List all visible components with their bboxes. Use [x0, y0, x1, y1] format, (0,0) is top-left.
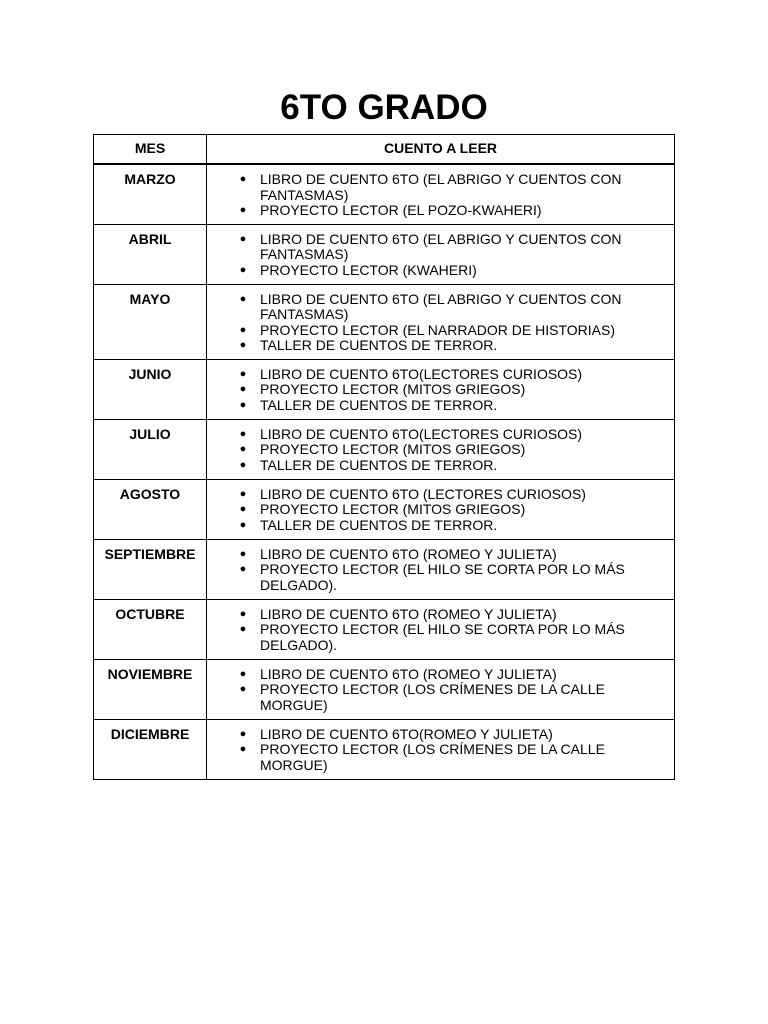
table-row [94, 479, 675, 539]
reading-list-item [207, 232, 668, 263]
table-row [94, 659, 675, 719]
bullet-icon: ● [239, 503, 247, 515]
reading-list-item [207, 203, 668, 219]
header-row [94, 135, 675, 165]
readings-cell [207, 359, 675, 419]
bullet-icon: ● [239, 383, 247, 395]
readings-cell [207, 599, 675, 659]
month-cell: AGOSTO [94, 479, 207, 539]
reading-text: PROYECTO LECTOR (MITOS GRIEGOS) [260, 441, 526, 457]
bullet-icon: ● [239, 563, 247, 575]
table-row [94, 164, 675, 224]
reading-list-item [207, 263, 668, 279]
bullet-icon: ● [239, 487, 247, 500]
bullet-icon: ● [239, 204, 247, 216]
reading-text: TALLER DE CUENTOS DE TERROR. [260, 456, 498, 473]
reading-list-item [207, 292, 668, 323]
reading-list [207, 667, 668, 714]
reading-list [207, 727, 668, 774]
reading-list-item [207, 427, 668, 443]
readings-cell [207, 539, 675, 599]
bullet-icon: ● [239, 743, 247, 755]
month-cell: DICIEMBRE [94, 719, 207, 779]
reading-list-item [207, 727, 668, 743]
month-cell: MAYO [94, 284, 207, 359]
reading-list [207, 427, 668, 474]
header-month: MES [94, 135, 207, 165]
bullet-icon: ● [239, 667, 247, 680]
reading-list [207, 487, 668, 534]
reading-text: TALLER DE CUENTOS DE TERROR. [260, 396, 498, 413]
reading-text: PROYECTO LECTOR (EL POZO-KWAHERI) [260, 202, 542, 218]
reading-text: PROYECTO LECTOR (EL NARRADOR DE HISTORIAS) [260, 321, 615, 338]
bullet-icon: ● [239, 443, 247, 455]
reading-list-item [207, 398, 668, 414]
month-cell: JULIO [94, 419, 207, 479]
bullet-icon: ● [239, 458, 247, 471]
table-row [94, 359, 675, 419]
readings-cell [207, 164, 675, 224]
readings-cell [207, 719, 675, 779]
reading-text: LIBRO DE CUENTO 6TO (EL ABRIGO Y CUENTOS CON FANTASMAS) [260, 171, 622, 203]
readings-cell [207, 224, 675, 284]
bullet-icon: ● [239, 683, 247, 695]
reading-list-item [207, 607, 668, 623]
table-header [94, 135, 675, 165]
reading-list-item [207, 442, 668, 458]
reading-list-item [207, 547, 668, 563]
table-row [94, 419, 675, 479]
bullet-icon: ● [239, 173, 247, 185]
reading-text: PROYECTO LECTOR (MITOS GRIEGOS) [260, 501, 526, 517]
reading-text: LIBRO DE CUENTO 6TO (ROMEO Y JULIETA) [260, 545, 557, 562]
reading-list [207, 292, 668, 354]
reading-text: LIBRO DE CUENTO 6TO (ROMEO Y JULIETA) [260, 665, 557, 682]
bullet-icon: ● [239, 292, 247, 305]
reading-text: PROYECTO LECTOR (LOS CRÍMENES DE LA CALLE MORGUE) [260, 681, 605, 713]
month-cell: ABRIL [94, 224, 207, 284]
reading-text: LIBRO DE CUENTO 6TO(LECTORES CURIOSOS) [260, 365, 583, 382]
reading-list [207, 607, 668, 654]
bullet-icon: ● [239, 427, 247, 440]
bullet-icon: ● [239, 263, 247, 276]
bullet-icon: ● [239, 339, 247, 351]
reading-text: PROYECTO LECTOR (EL HILO SE CORTA POR LO MÁS DELGADO). [260, 561, 625, 593]
reading-text: LIBRO DE CUENTO 6TO (EL ABRIGO Y CUENTOS CON FANTASMAS) [260, 230, 622, 262]
reading-list-item [207, 338, 668, 354]
month-cell: OCTUBRE [94, 599, 207, 659]
reading-list-item [207, 323, 668, 339]
header-story: CUENTO A LEER [207, 135, 675, 165]
reading-text: LIBRO DE CUENTO 6TO(LECTORES CURIOSOS) [260, 425, 583, 442]
page-title: 6TO GRADO [280, 88, 488, 127]
reading-list-item [207, 487, 668, 503]
reading-list-item [207, 667, 668, 683]
reading-list-item [207, 562, 668, 593]
bullet-icon: ● [239, 547, 247, 560]
bullet-icon: ● [239, 518, 247, 531]
table-row [94, 599, 675, 659]
bullet-icon: ● [239, 398, 247, 411]
reading-list-item [207, 502, 668, 518]
month-cell: SEPTIEMBRE [94, 539, 207, 599]
reading-text: TALLER DE CUENTOS DE TERROR. [260, 337, 498, 353]
reading-list-item [207, 172, 668, 203]
month-cell: NOVIEMBRE [94, 659, 207, 719]
table-body [94, 164, 675, 779]
table-row [94, 284, 675, 359]
reading-list [207, 547, 668, 594]
table-row [94, 719, 675, 779]
reading-schedule-table [93, 134, 675, 780]
readings-cell [207, 419, 675, 479]
table-row [94, 224, 675, 284]
reading-list-item [207, 367, 668, 383]
reading-text: PROYECTO LECTOR (KWAHERI) [260, 261, 477, 278]
reading-text: LIBRO DE CUENTO 6TO (ROMEO Y JULIETA) [260, 605, 557, 622]
month-cell: MARZO [94, 164, 207, 224]
bullet-icon: ● [239, 232, 247, 245]
table-row [94, 539, 675, 599]
reading-list-item [207, 622, 668, 653]
bullet-icon: ● [239, 323, 247, 336]
reading-list-item [207, 382, 668, 398]
month-cell: JUNIO [94, 359, 207, 419]
readings-cell [207, 479, 675, 539]
bullet-icon: ● [239, 367, 247, 380]
readings-cell [207, 659, 675, 719]
reading-list-item [207, 742, 668, 773]
reading-text: PROYECTO LECTOR (EL HILO SE CORTA POR LO MÁS DELGADO). [260, 621, 625, 653]
readings-cell [207, 284, 675, 359]
reading-list [207, 172, 668, 219]
reading-list-item [207, 458, 668, 474]
bullet-icon: ● [239, 623, 247, 635]
bullet-icon: ● [239, 727, 247, 740]
reading-list [207, 232, 668, 279]
reading-list-item [207, 682, 668, 713]
reading-list [207, 367, 668, 414]
reading-text: PROYECTO LECTOR (MITOS GRIEGOS) [260, 381, 526, 397]
reading-text: PROYECTO LECTOR (LOS CRÍMENES DE LA CALLE MORGUE) [260, 741, 605, 773]
reading-text: LIBRO DE CUENTO 6TO (EL ABRIGO Y CUENTOS CON FANTASMAS) [260, 290, 622, 322]
bullet-icon: ● [239, 607, 247, 620]
reading-text: LIBRO DE CUENTO 6TO(ROMEO Y JULIETA) [260, 725, 553, 742]
reading-list-item [207, 518, 668, 534]
reading-text: LIBRO DE CUENTO 6TO (LECTORES CURIOSOS) [260, 485, 586, 502]
reading-text: TALLER DE CUENTOS DE TERROR. [260, 516, 498, 533]
